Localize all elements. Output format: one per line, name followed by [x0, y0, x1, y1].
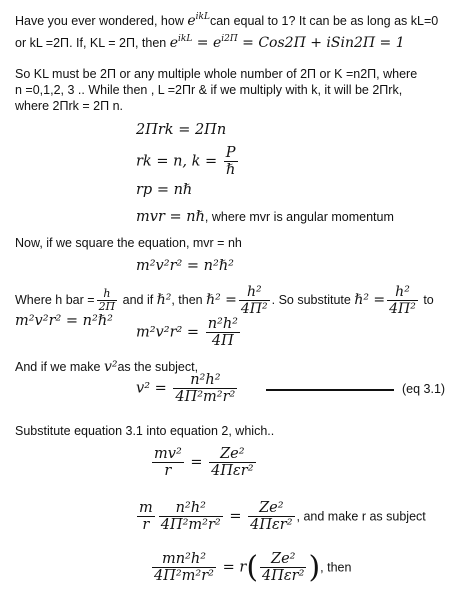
fraction-m-r: $\frac{m}{r}$: [139, 500, 153, 533]
intro-text-b: can equal to 1? It can be as long as kL=0: [209, 14, 439, 28]
then-note: , then: [320, 560, 352, 575]
fraction-ze2-b: $\frac{\text{Ze²}}{\text{4Πεr²}}$: [250, 500, 293, 533]
equation-v2: v² = $\frac{\text{n²h²}}{\text{4Π²m²r²}}$: [136, 372, 236, 405]
intro-text-a: Have you ever wondered, how: [15, 14, 188, 28]
intro-line-2: [15, 36, 405, 51]
equation-mvr: mvr = nℏ, where mvr is angular momentum: [136, 209, 394, 225]
fraction-n2h2-4pi: $\frac{\text{n²h²}}{4\Pi}$: [207, 316, 238, 349]
equation-m2v2r2-inline: m²v²r² = n²ℏ²: [15, 313, 113, 329]
fraction-ze2-c: $\frac{\text{Ze²}}{\text{4Πεr²}}$: [262, 551, 305, 584]
para2-line-1: So KL must be 2Π or any multiple whole number of 2Π or K =n2Π, where: [15, 67, 418, 81]
fraction-p-hbar: $\frac{P}{\text{ℏ}}$: [225, 145, 236, 178]
math-e-ikl-1: $e^{ikL}$: [187, 12, 210, 29]
make-r-subject-note: , and make r as subject: [296, 509, 426, 524]
fraction-v2: $\frac{\text{n²h²}}{\text{4Π²m²r²}}$: [175, 372, 236, 405]
para6-line-1: Substitute equation 3.1 into equation 2, which..: [15, 424, 275, 438]
para5-line-1: And if we make v²as the subject,: [15, 359, 199, 375]
equation-rp: rp = nℏ: [136, 182, 193, 198]
equation-m2v2r2-sub: m²v²r² = $\frac{\text{n²h²}}{4\Pi}$: [136, 316, 238, 349]
equation-squared: m²v²r² = n²ℏ²: [136, 258, 234, 274]
equation-tag: (eq 3.1): [402, 382, 446, 396]
intro-text-c: or kL =2Π. If, KL = 2Π, then: [15, 36, 170, 50]
intro-line-1: [15, 14, 438, 29]
para3-line-1: Now, if we square the equation, mvr = nh: [15, 236, 242, 250]
fraction-mn2h2: $\frac{\text{mn²h²}}{\text{4Π²m²r²}}$: [154, 551, 214, 584]
fraction-n2h2-4pi2m2r2-a: $\frac{\text{n²h²}}{\text{4Π²m²r²}}$: [160, 500, 221, 533]
equation-2pirk: 2Πrk = 2Πn: [136, 122, 227, 138]
para2-line-3: where 2Πrk = 2Π n.: [15, 99, 124, 113]
fraction-ze2-a: $\frac{\text{Ze²}}{\text{4Πεr²}}$: [211, 446, 254, 479]
para4-line-1: Where h bar = $\frac{h}{2\Pi}$ and if ℏ², then ℏ² = $\frac{\text{h²}}{\text{4Π²}}$ . So substitute ℏ² = $\frac{\text{h²}}{\text{4Π²}}$ to: [15, 284, 434, 318]
angular-momentum-note: , where mvr is angular momentum: [204, 210, 394, 224]
fraction-h2-4pi2-a: $\frac{\text{h²}}{\text{4Π²}}$: [240, 284, 268, 318]
equation-rk-n: rk = n, k = $\frac{P}{\text{ℏ}}$: [136, 145, 236, 178]
equation-coulomb: $\frac{\text{mv²}}{r}$ = $\frac{\text{Ze²}}{\text{4Πεr²}}$: [154, 446, 254, 479]
equation-final: $\frac{\text{mn²h²}}{\text{4Π²m²r²}}$ = r( $\frac{\text{Ze²}}{\text{4Πεr²}}$ ), then: [154, 550, 352, 585]
fraction-mv2-r: $\frac{\text{mv²}}{r}$: [154, 446, 182, 479]
fraction-h2-4pi2-b: $\frac{\text{h²}}{\text{4Π²}}$: [389, 284, 416, 318]
equation-tag-rule: [266, 389, 394, 391]
equation-substituted: $\frac{m}{r}$ $\frac{\text{n²h²}}{\text{4Π²m²r²}}$ = $\frac{\text{Ze²}}{\text{4Πεr²}}$ , and make r as subject: [139, 500, 426, 533]
para2-line-2: n =0,1,2, 3 .. While then , L =2Πr & if we multiply with k, it will be 2Πrk,: [15, 83, 403, 97]
math-euler-chain: $e^{ikL} = e^{i2\Pi} = Cos2\Pi$ + iSin2Π = 1: [169, 34, 405, 51]
fraction-h-2pi: $\frac{h}{2\Pi}$: [98, 287, 116, 314]
